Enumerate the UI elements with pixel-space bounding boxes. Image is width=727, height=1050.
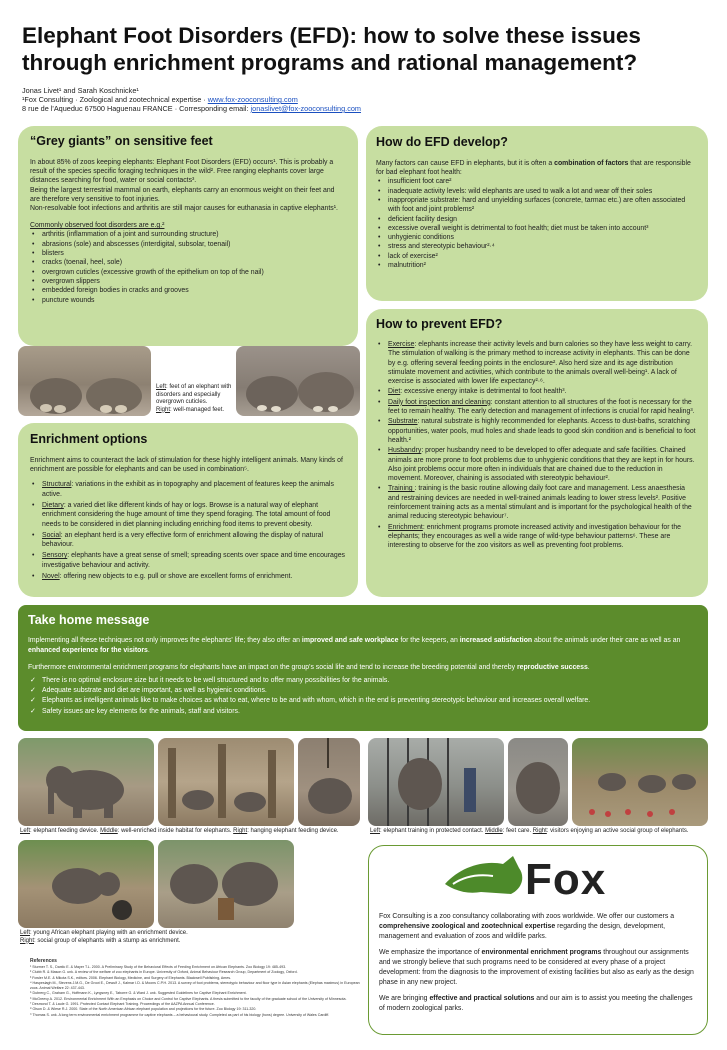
- check-item: ✓ There is no optimal enclosure size but it needs to be well structured and to offer many possibilities for the animals.: [28, 676, 698, 686]
- list-item: [30, 551, 346, 570]
- text: about the animals under their care as well as an: [532, 637, 681, 644]
- reference-item: ⁷ Desmond T. & Laule G. 1991. Protected Contact Elephant Training. Proceedings of the AAZPA Annual Conference.: [30, 1002, 215, 1007]
- row1-right-caption: [370, 828, 710, 836]
- disorders-list-title: Commonly observed foot disorders are e.g.²: [30, 222, 165, 230]
- reference-item: ⁸ Olson D. & Wiese R.J. 2000. State of the North American African elephant population and projections for the future. Zoo Biology 19: 311-320.: [30, 1007, 257, 1012]
- grey-giants-title: “Grey giants” on sensitive feet: [30, 134, 213, 148]
- disorders-list: [30, 230, 346, 304]
- prevent-list: [376, 340, 698, 551]
- definition: : variations in the exhibit as in topography and placement of features keep the animals active.: [42, 481, 334, 498]
- definition: : natural substrate is highly recommended for elephants. Access to dust-baths, scratching opportunities, water pools, mud holes and shade leads to good skin condition and is beneficial to foot health.²: [388, 418, 696, 444]
- emphasis: improved and safe workplace: [301, 637, 399, 644]
- list-item: • unhygienic conditions: [376, 233, 698, 242]
- emphasis: comprehensive zoological and zootechnical expertise: [379, 923, 556, 930]
- caption-right-text: : well-managed feet.: [170, 406, 225, 413]
- term: Substrate: [388, 418, 418, 426]
- elephant-illustration: [298, 738, 360, 826]
- list-item: • malnutrition²: [376, 261, 698, 270]
- list-item: • abrasions (sole) and abscesses (interdigital, subsolar, toenail): [30, 240, 346, 249]
- take-home-p2: [28, 663, 698, 673]
- elephant-feet-healthy-photo: [236, 346, 360, 416]
- emphasis: increased satisfaction: [459, 637, 533, 644]
- check-item: ✓ Adequate substrate and diet are important, as well as hygienic conditions.: [28, 686, 698, 696]
- take-home-title: Take home message: [28, 613, 150, 627]
- caption-left-label: Left: [156, 384, 167, 390]
- list-item: • arthritis (inflammation of a joint and surrounding structure): [30, 230, 346, 239]
- list-item: • puncture wounds: [30, 296, 346, 305]
- reference-item: ² Clubb R. & Mason G. unk. A review of the welfare of zoo elephants in Europe. University of Oxford, Animal Behaviour Research Group, Department of Zoology, Oxford.: [30, 970, 298, 975]
- term: Enrichment: [388, 523, 423, 531]
- term: Social: [42, 531, 61, 539]
- enrichment-list: [30, 480, 346, 581]
- causes-list: [376, 177, 698, 270]
- check-item: ✓ Safety issues are key elements for the animals, staff and visitors.: [28, 707, 698, 717]
- habitat-illustration: [158, 738, 294, 826]
- grey-giants-p2: Being the largest terrestrial mammal on earth, elephants carry an enormous weight on their feet and are therefore very sensitive to foot injuries.: [30, 186, 335, 203]
- caption-label: Left: [20, 828, 31, 834]
- emphasis: effective and practical solutions: [429, 995, 535, 1002]
- reference-item: ⁹ Thomas S. unk. A long term environmental enrichment programme for captive elephants – a behavioural study. Completed as part of his biology (hons) degree. University of Wales Cardiff.: [30, 1012, 330, 1017]
- intro-text: that are responsible for bad elephant foot health:: [376, 160, 691, 177]
- grey-giants-panel: [18, 126, 358, 346]
- term: Dietary: [42, 502, 64, 509]
- list-item: • overgrown slippers: [30, 277, 346, 286]
- list-item: • inadequate activity levels: wild elephants are used to walk a lot and wear off their soles: [376, 187, 698, 196]
- term: Sensory: [42, 552, 68, 560]
- list-item: [376, 417, 698, 445]
- author-block: [22, 86, 361, 113]
- definition: : offering new objects to e.g. pull or shove are excellent forms of enrichment.: [59, 573, 293, 581]
- text: Furthermore environmental enrichment programs for elephants have an impact on the group's social life and tend to increase the breeding potential and thereby: [28, 664, 517, 671]
- caption-text: : hanging elephant feeding device.: [247, 828, 339, 834]
- list-item: [30, 501, 346, 529]
- list-item: • overgrown cuticles (excessive growth of the epithelium on top of the nail): [30, 268, 346, 277]
- caption-label: Right: [532, 828, 547, 834]
- definition: : constant attention to all structures of the foot is necessary for the feet to remain healthy. The early detection and management of infections is crucial for rapid healing³.: [388, 398, 695, 416]
- training-illustration: [368, 738, 504, 826]
- references-title: References: [30, 958, 57, 964]
- enrichment-title: Enrichment options: [30, 432, 148, 446]
- list-item: [376, 340, 698, 386]
- check-item: ✓ Elephants as intelligent animals like to make choices as what to eat, where to be and with whom, which in the end is preventing stereotypic behaviour and increases overall welfare.: [28, 696, 698, 706]
- intro-emphasis: combination of factors: [554, 160, 629, 167]
- fox-p2: [379, 948, 697, 988]
- text: We emphasize the importance of: [379, 949, 482, 956]
- list-item: • stress and stereotypic behaviour²·⁴: [376, 242, 698, 251]
- fox-logo: [379, 846, 697, 912]
- caption-right-label: Right: [156, 406, 171, 413]
- list-item: [30, 480, 346, 499]
- list-item: [376, 446, 698, 483]
- row2-left-caption: [20, 930, 360, 945]
- website-link[interactable]: www.fox-zooconsulting.com: [207, 95, 298, 104]
- row1-left-caption: [20, 828, 360, 836]
- take-home-p1: [28, 636, 698, 656]
- term: Novel: [42, 573, 60, 581]
- develop-intro: [376, 159, 698, 177]
- term: Husbandry: [388, 447, 422, 455]
- take-home-checklist: [28, 676, 698, 717]
- elephant-group-stump-photo: [158, 840, 294, 928]
- list-item: • cracks (toenail, heel, sole): [30, 258, 346, 267]
- address: [22, 104, 361, 113]
- authors: Jonas Livet¹ and Sarah Koschnicke¹: [22, 86, 139, 95]
- reference-item: ⁵ Dubrerg C., Graham G., Hoffmann K., Lyngsney E., Taborre G. & Ward J. unk. Suggested Guidelines for Captive Elephant Enrichment.: [30, 991, 247, 996]
- reference-item: ⁴ Haspeslagh M., Stevens J.M.G., De Groot E., Dewulf J., Kalmar I.D. & Moons C.P.H. 2013. A survey of foot problems, stereotypic behaviour and floor type in Asian elephants (Elephas maximus) in European zoos. Animal Welfare 22: 437-443.: [30, 980, 360, 991]
- list-item: [30, 572, 346, 581]
- affiliation: [22, 95, 361, 104]
- caption-label: Right: [20, 937, 35, 944]
- elephant-illustration: [18, 840, 154, 928]
- protected-contact-training-photo: [368, 738, 504, 826]
- list-item: [376, 387, 698, 396]
- text: for the keepers, an: [398, 637, 460, 644]
- references: [30, 958, 360, 1018]
- poster-title: Elephant Foot Disorders (EFD): how to solve these issues through enrichment programs and rational management?: [22, 23, 641, 75]
- caption-text: : young African elephant playing with an enrichment device.: [30, 930, 188, 936]
- term: Structural: [42, 481, 72, 489]
- text: throughout our assignments and we strongly believe that such programs need to be considered at every phase of a project development: from the diagnosis to the improvement of existing facilities but also as early as the design phase in any new project.: [379, 949, 694, 986]
- list-item: • deficient facility design: [376, 215, 698, 224]
- fox-consulting-box: [368, 845, 708, 1035]
- caption-label: Middle: [100, 828, 118, 834]
- list-item: • inappropriate substrate: hard and unyielding surfaces (concrete, tarmac etc.) are often associated with foot and joint problems²: [376, 196, 698, 215]
- reference-item: ¹ Sturmer T. S., Dantic E. & Mayer T.L. 2000. A Preliminary Study of the Behavioral Effects of Feeding Enrichment on African Elephants. Zoo Biology 19: 485-493.: [30, 965, 287, 969]
- term: Diet: [388, 388, 401, 396]
- feet-illustration: [236, 346, 360, 416]
- list-item: • lack of exercise²: [376, 252, 698, 261]
- group-illustration: [158, 840, 294, 928]
- grey-giants-p3: Non-resolvable foot infections and arthritis are still major causes for euthanasia in captive elephants¹.: [30, 205, 338, 213]
- reference-item: ³ Fowler M.E. & Mikota S.K., editors. 2006. Elephant Biology, Medicine, and Surgery of Elephants. Blackwell Publishing, Ames.: [30, 975, 232, 980]
- intro-text: Many factors can cause EFD in elephants, but it is often a: [376, 160, 555, 167]
- caption-text: : elephant training in protected contact.: [380, 828, 486, 834]
- feet-illustration: [18, 346, 151, 416]
- fox-text: [379, 912, 697, 1014]
- caption-text: : well-enriched inside habitat for elephants.: [117, 828, 234, 834]
- caption-text: : visitors enjoying an active social group of elephants.: [546, 828, 689, 834]
- feet-care-photo: [508, 738, 568, 826]
- term: Daily foot inspection and cleaning: [388, 398, 491, 406]
- elephant-illustration: [18, 738, 154, 826]
- caption-label: Right: [233, 828, 248, 834]
- definition: : elephants have a great sense of smell; spreading scents over space and time encourages investigative behaviour and activity.: [42, 552, 345, 569]
- enrichment-intro: Enrichment aims to counteract the lack of stimulation for these highly intelligent animals. Many kinds of enrichment are possible for elephants and can be used in combination⁵.: [30, 457, 343, 474]
- inside-habitat-photo: [158, 738, 294, 826]
- fox-p3: [379, 994, 697, 1014]
- emphasis: enhanced experience for the visitors: [28, 647, 148, 654]
- feet-caption: [156, 384, 246, 414]
- text: regarding the design, development, management and evaluation of zoos and wildlife parks.: [379, 923, 666, 940]
- list-item: [376, 398, 698, 417]
- feeding-device-photo: [18, 738, 154, 826]
- fox-p1: [379, 912, 697, 942]
- text: .: [147, 647, 150, 654]
- definition: : training is the basic routine allowing daily foot care and management. Less anaesthesia and restraining devices are needed in well-trained animals leading to lower stress levels². Positive reinforcement training acts as a mental stimulant and is important for the psychological health of the animal reducing stereotypic behaviour⁷.: [388, 485, 692, 521]
- visitors-illustration: [572, 738, 708, 826]
- list-item: • insufficient foot care²: [376, 177, 698, 186]
- list-item: • blisters: [30, 249, 346, 258]
- definition: : enrichment programs promote increased activity and investigation behaviour for the elephants; they encourages as well a wide range of wild-type behaviour patterns⁶. These are interesting to observe for the zoo visitors as well as preventing foot problems.: [388, 523, 682, 550]
- caption-left-text: : feet of an elephant with disorders and especially overgrown cuticles.: [156, 384, 232, 405]
- enrichment-panel: [18, 423, 358, 597]
- list-item: [30, 531, 346, 550]
- list-item: [376, 484, 698, 521]
- definition: : elephants increase their activity levels and burn calories so they have less weight to carry. The stimulation of walking is the primary method to increase activity in elephants. This can be done by e.g. offering several feeding points in the enclosure². Also herd size and its age distribution stimulate movement and activities, which contribute to the animals overall well-being¹. A lack of exercise is associated with lower life expectancy²·⁶.: [388, 341, 692, 386]
- visitors-photo: [572, 738, 708, 826]
- term: Training: [388, 485, 415, 493]
- prevent-title: How to prevent EFD?: [376, 317, 503, 331]
- develop-title: How do EFD develop?: [376, 135, 508, 149]
- caption-text: : elephant feeding device.: [30, 828, 101, 834]
- young-elephant-enrichment-photo: [18, 840, 154, 928]
- caption-label: Left: [370, 828, 381, 834]
- list-item: • embedded foreign bodies in cracks and grooves: [30, 286, 346, 295]
- caption-text: : social group of elephants with a stump as enrichment.: [34, 937, 181, 944]
- feet-care-illustration: [508, 738, 568, 826]
- text: We are bringing: [379, 995, 430, 1002]
- affiliation-text: ¹Fox Consulting · Zoological and zootechnical expertise ·: [22, 95, 208, 104]
- develop-panel: [366, 126, 708, 301]
- caption-label: Left: [20, 930, 31, 936]
- take-home-panel: [18, 605, 708, 731]
- caption-label: Middle: [485, 828, 503, 834]
- text: and our aim is to assist you meeting the challenges of modern zoological parks.: [379, 995, 693, 1012]
- emphasis: reproductive success: [516, 664, 588, 671]
- prevent-panel: [366, 309, 708, 597]
- term: Exercise: [388, 341, 415, 348]
- list-item: • excessive overall weight is detrimental to foot health; diet must be taken into account³: [376, 224, 698, 233]
- definition: : a varied diet like different kinds of hay or logs. Browse is a natural way of elephant enrichment considering the huge amount of time they spend foraging. The total amount of food needs to be considered in diet planning including enriching food items to prevent obesity.: [42, 502, 331, 528]
- fox-logo-text: Fox: [525, 855, 607, 904]
- email-link[interactable]: jonaslivet@fox-zooconsulting.com: [250, 104, 361, 113]
- definition: : proper husbandry need to be developed to offer adequate and safe facilities. Chained animals are more prone to foot problems due to unhygienic conditions that they are kept in for hours. Also joint problems occur more often in individuals that are chained due to the reduction in movement. Moreover, chaining is associated with stereotypic behaviour².: [388, 447, 695, 483]
- definition: : excessive energy intake is detrimental to foot health³.: [400, 388, 567, 396]
- emphasis: environmental enrichment programs: [481, 949, 602, 956]
- reference-item: ⁶ McGreevy A. 2012. Environmental Enrichment With an Emphasis on Choice and Control for Captive Elephants. A thesis submitted to the faculty of the graduate school of the University of Minnesota.: [30, 996, 347, 1001]
- definition: : an elephant herd is a very effective form of enrichment allowing the display of natural behaviour.: [42, 531, 324, 549]
- grey-giants-p1: In about 85% of zoos keeping elephants: Elephant Foot Disorders (EFD) occurs¹. This is probably a result of the species specific foraging techniques in the wild². Free ranging elephants cover large distances searching for food, water or social contacts³.: [30, 159, 334, 185]
- text: Implementing all these techniques not only improves the elephants' life; they also offer an: [28, 637, 302, 644]
- elephant-feet-disorder-photo: [18, 346, 151, 416]
- text: .: [587, 664, 590, 671]
- hanging-feeder-photo: [298, 738, 360, 826]
- caption-text: : feet care.: [502, 828, 533, 834]
- list-item: [376, 523, 698, 551]
- text: Fox Consulting is a zoo consultancy collaborating with zoos worldwide. We offer our customers a: [379, 913, 675, 920]
- address-text: 8 rue de l'Aqueduc 67500 Haguenau FRANCE · Corresponding email:: [22, 104, 251, 113]
